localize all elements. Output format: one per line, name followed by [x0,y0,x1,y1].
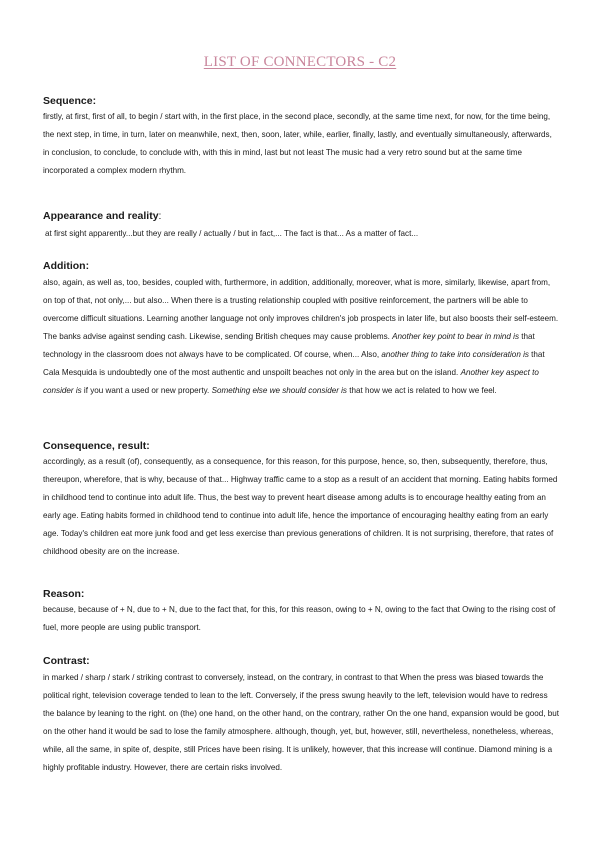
addition-italic-1: Another key point to bear in mind is [392,332,519,341]
heading-consequence: Consequence, result: [43,440,150,452]
paragraph-reason: because, because of + N, due to + N, due to the fact that, for this, for this reason, owing to + N, owing to the fact that Owing to the rising cost of fuel, more people are using public transport. [43,605,556,632]
paragraph-consequence: accordingly, as a result (of), consequently, as a consequence, for this reason, for this purpose, hence, so, then, subsequently, therefore, thus, thereupon, wherefore, that is why, because of that... Highway traffic came to a stop as a result of an accident that morning. Eating habits formed in childhood tend to continue into adult life. Thus, the best way to prevent heart disease among adults is to encourage healthy eating from an early age. Eating habits formed in childhood tend to continue into adult life, hence the importance of encouraging healthy eating from an early age. Today's children eat more junk food and get less exercise than previous generations of children. It is not surprising, therefore, that rates of childhood obesity are on the increase. [43,457,558,556]
heading-contrast: Contrast: [43,655,90,667]
addition-text-2: that technology in the classroom does not always have to be complicated. Of course, when... Also, [43,332,535,359]
addition-text-4: if you want a used or new property. [81,386,212,395]
addition-italic-3: Another key aspect to consider is [43,368,539,395]
heading-addition: Addition: [43,260,90,272]
addition-text-1: also, again, as well as, too, besides, coupled with, furthermore, in addition, additionally, moreover, what is more, similarly, likewise, apart from, on top of that, not only,... but also... When there is a trusting relationship coupled with positive reinforcement, the partners will be able to overcome difficult situations. Learning another language not only improves children's job prospects in later life, but also boosts their self-esteem. The banks advise against sending cash. Likewise, sending British cheques may cause problems. [43,278,559,341]
addition-text-5: that how we act is related to how we feel. [346,386,497,395]
heading-sequence: Sequence: [43,95,97,107]
addition-italic-4: Something else we should consider is [211,386,347,395]
paragraph-contrast: in marked / sharp / stark / striking contrast to conversely, instead, on the contrary, in contrast to that When the press was biased towards the political right, television coverage tended to lean to the left. Conversely, if the press swung heavily to the left, television would have to redress the balance by leaning to the right. on (the) one hand, on the other hand, on the contrary, rather On the one hand, expansion would be good, but on the other hand it would be sad to lose the family atmosphere. although, though, yet, but, however, still, nevertheless, nonetheless, whereas, while, all the same, in spite of, despite, still Prices have been rising. It is unlikely, however, that this increase will continue. Diamond mining is a highly profitable industry. However, there are certain risks involved. [43,673,559,772]
page-title: LIST OF CONNECTORS - C2 [203,54,397,70]
paragraph-appearance-reality: at first sight apparently...but they are really / actually / but in fact,... The fact is that... As a matter of fact... [45,229,419,238]
heading-reason: Reason: [43,588,85,600]
paragraph-addition [43,274,559,400]
heading-appearance-reality [43,210,161,222]
heading-appearance-label: Appearance and reality [43,210,159,222]
addition-italic-2: another thing to take into consideration is [381,350,529,359]
addition-text-3: that Cala Mesquida is undoubtedly one of the most authentic and unspoilt beaches not only in the area but on the island. [43,350,545,377]
paragraph-sequence: firstly, at first, first of all, to begin / start with, in the first place, in the second place, secondly, at the same time next, for now, for the time being, the next step, in time, in turn, later on meanwhile, next, then, soon, later, while, earlier, finally, lastly, and eventually simultaneously, afterwards, in conclusion, to conclude, to conclude with, with this in mind, last but not least The music had a very retro sound but at the same time incorporated a complex modern rhythm. [43,112,552,175]
heading-appearance-colon: : [158,210,162,222]
